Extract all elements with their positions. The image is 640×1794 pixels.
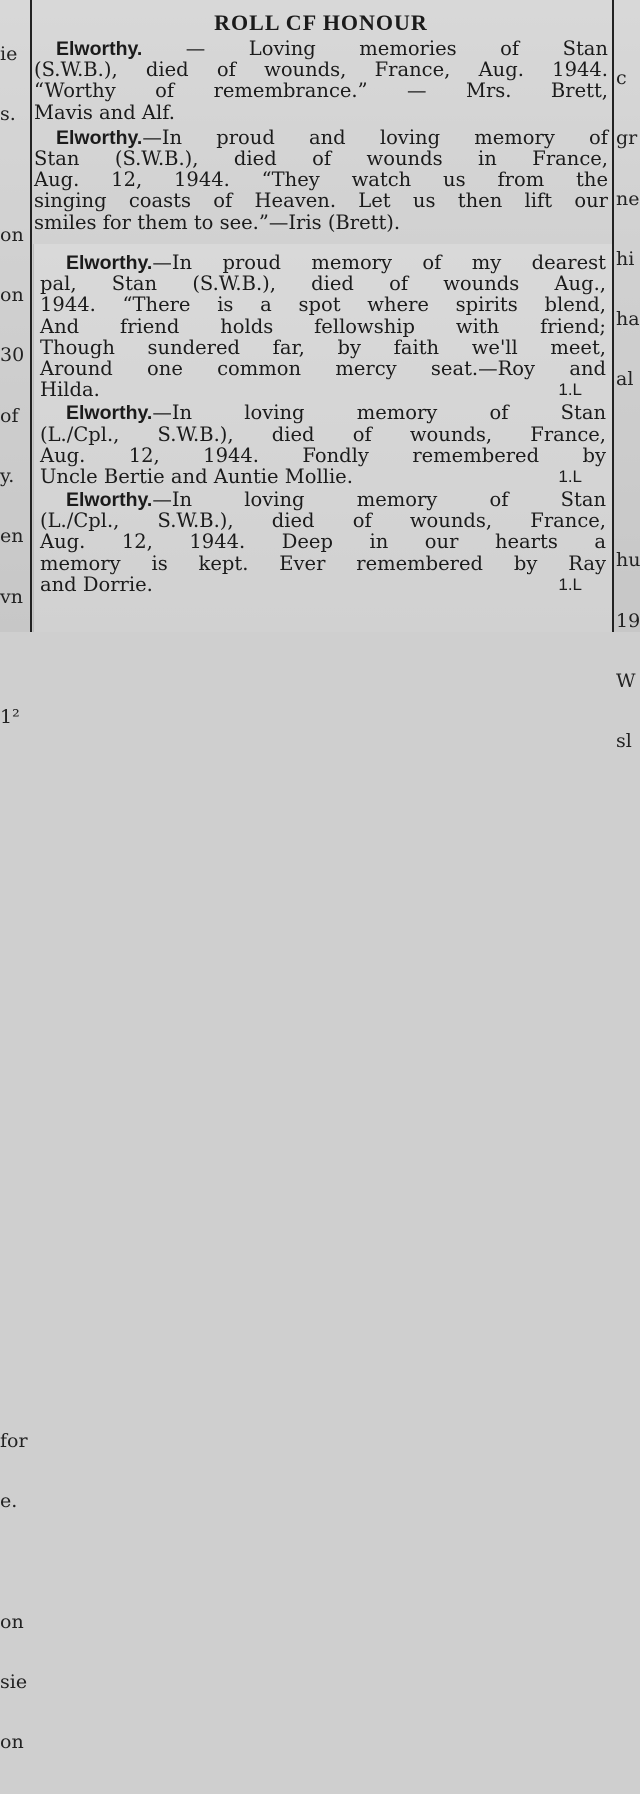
notice-3: [40, 252, 606, 273]
left-fragment: [0, 1310, 30, 1330]
notice-line: (L./Cpl., S.W.B.), died of wounds, France,: [40, 422, 606, 446]
column-rule-left: [30, 0, 32, 632]
right-fragment: hi: [616, 247, 635, 270]
left-fragment: [0, 888, 30, 908]
left-fragment: [0, 1250, 30, 1270]
left-fragment: [0, 768, 30, 788]
left-fragment: 30: [0, 344, 25, 367]
left-fragment: on: [0, 284, 24, 307]
notice-line: “Worthy of remembrance.” — Mrs. Brett,: [34, 79, 608, 103]
left-fragment: [0, 165, 30, 185]
left-fragment: vn: [0, 585, 23, 608]
notice-line: Elworthy. — Loving memories of Stan: [56, 37, 608, 60]
right-fragment: sl: [616, 730, 632, 753]
left-fragment: for: [0, 1429, 28, 1452]
notice-4: [40, 402, 606, 423]
notice-2: [34, 127, 608, 148]
left-fragment: e.: [0, 1490, 18, 1513]
left-fragment: [0, 1190, 30, 1210]
notice-1: [34, 38, 608, 59]
notice-line: Elworthy.—In loving memory of Stan: [66, 488, 606, 512]
left-fragment: s.: [0, 103, 16, 126]
left-fragment: on: [0, 1731, 24, 1754]
notice-line: Stan (S.W.B.), died of wounds in France,: [34, 146, 608, 170]
left-fragment: [0, 1371, 30, 1391]
right-fragment: [616, 490, 640, 510]
notice-2-body: [34, 148, 608, 233]
notice-line: 1944. “There is a spot where spirits blend,: [40, 293, 606, 317]
insertion-code: 1.L: [558, 574, 582, 594]
notice-line: and Dorrie. 1.L: [40, 572, 582, 596]
notice-surname: Elworthy.: [56, 38, 143, 60]
right-fragment: ha: [616, 308, 640, 331]
left-fragment: 1²: [0, 706, 20, 729]
left-fragment: en: [0, 525, 24, 548]
right-fragment: c: [616, 67, 627, 89]
notice-line: Hilda. 1.L: [40, 378, 582, 402]
notice-line: Elworthy.—In proud memory of my dearest: [66, 251, 606, 274]
notice-surname: Elworthy.: [66, 252, 153, 274]
notice-line: Aug. 12, 1944. Deep in our hearts a: [40, 530, 606, 554]
left-fragment: [0, 647, 30, 667]
roll-of-honour-column: [34, 10, 608, 233]
notice-line: Elworthy.—In proud and loving memory of: [56, 125, 608, 149]
left-fragment: [0, 1551, 30, 1571]
notice-line: And friend holds fellowship with friend;: [40, 314, 606, 338]
insertion-code: 1.L: [558, 466, 582, 486]
notice-5-body: [40, 510, 606, 595]
notice-4-body: [40, 424, 606, 488]
notice-line: singing coasts of Heaven. Let us then lift our: [34, 189, 608, 213]
insertion-code: 1.L: [558, 380, 582, 400]
notice-line: smiles for them to see.”—Iris (Brett).: [34, 210, 401, 234]
notice-surname: Elworthy.: [66, 489, 153, 512]
right-fragment: W: [616, 669, 636, 692]
left-fragment: y.: [0, 465, 15, 488]
notice-line: (L./Cpl., S.W.B.), died of wounds, France,: [40, 509, 606, 533]
left-fragment: on: [0, 223, 24, 246]
notice-line: Mavis and Alf.: [34, 100, 175, 124]
notice-5: [40, 489, 606, 510]
notice-line: Elworthy.—In loving memory of Stan: [66, 401, 606, 425]
left-fragment: [0, 1069, 30, 1089]
left-fragment: of: [0, 404, 19, 427]
right-column-fragments: [616, 28, 640, 792]
right-fragment: ne: [616, 187, 640, 210]
notice-line: pal, Stan (S.W.B.), died of wounds Aug.,: [40, 272, 606, 296]
left-fragment: on: [0, 1610, 24, 1633]
right-fragment: gr: [616, 127, 638, 150]
notice-line: (S.W.B.), died of wounds, France, Aug. 1944.: [34, 58, 608, 82]
notice-line: Aug. 12, 1944. Fondly remembered by: [40, 443, 606, 467]
notice-line: Uncle Bertie and Auntie Mollie. 1.L: [40, 464, 582, 488]
notice-3-body: [40, 273, 606, 400]
left-fragment: [0, 1009, 30, 1029]
notice-1-body: [34, 59, 608, 123]
left-fragment: [0, 948, 30, 968]
notice-line: Aug. 12, 1944. “They watch us from the: [34, 168, 608, 192]
right-fragment: [616, 430, 640, 450]
notice-line: memory is kept. Ever remembered by Ray: [40, 551, 606, 575]
notice-surname: Elworthy.: [66, 402, 153, 425]
right-fragment: al: [616, 368, 634, 391]
page-title: ROLL CF HONOUR: [214, 10, 428, 35]
left-column-fragments: [0, 4, 30, 1793]
left-fragment: ie: [0, 43, 18, 65]
right-fragment: hu: [616, 549, 640, 572]
notice-surname: Elworthy.: [56, 126, 143, 149]
right-fragment: 19: [616, 609, 640, 632]
clipping-column: [40, 252, 606, 595]
left-fragment: sie: [0, 1671, 28, 1694]
column-rule-right: [612, 0, 614, 632]
left-fragment: [0, 1129, 30, 1149]
pasted-clipping: [34, 244, 612, 632]
notice-line: Though sundered far, by faith we'll meet,: [40, 335, 606, 359]
left-fragment: [0, 828, 30, 848]
notice-line: Around one common mercy seat.—Roy and: [40, 356, 606, 380]
